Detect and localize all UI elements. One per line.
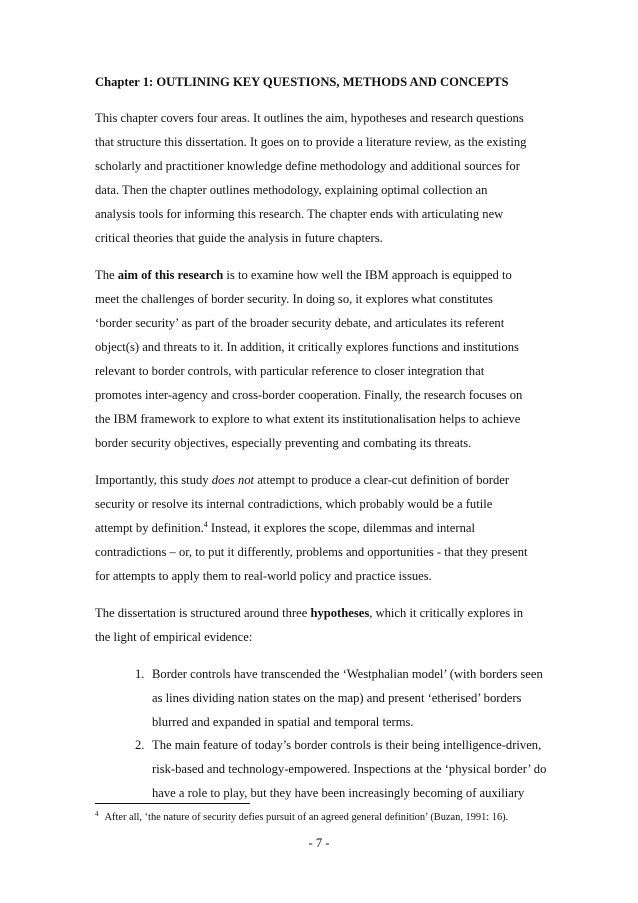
paragraph-line: analysis tools for informing this research. The chapter ends with articulating new — [95, 207, 504, 221]
footnote-marker: 4 — [95, 809, 99, 818]
paragraph-line: data. Then the chapter outlines methodology, explaining optimal collection an — [95, 183, 488, 197]
paragraph-line: security or resolve its internal contradictions, which probably would be a futile — [95, 497, 493, 511]
paragraph-line: critical theories that guide the analysis in future chapters. — [95, 231, 383, 245]
list-number: 2. — [135, 738, 145, 752]
paragraph-line: border security objectives, especially preventing and combating its threats. — [95, 436, 472, 450]
paragraph-line — [95, 606, 523, 621]
paragraph-line — [95, 521, 475, 536]
text-run: The dissertation is structured around three — [95, 606, 311, 620]
text-run: , which it critically explores in — [369, 606, 524, 620]
paragraph-line: the light of empirical evidence: — [95, 630, 253, 644]
list-item-line: blurred and expanded in spatial and temporal terms. — [152, 715, 414, 729]
list-number: 1. — [135, 667, 145, 681]
text-run: attempt by definition. — [95, 521, 204, 535]
paragraph-line: object(s) and threats to it. In addition, it critically explores functions and institutions — [95, 340, 519, 354]
paragraph-line — [95, 268, 512, 283]
paragraph-line: ‘border security’ as part of the broader security debate, and articulates its referent — [95, 316, 505, 330]
text-run: attempt to produce a clear-cut definition of border — [254, 473, 510, 487]
page-number: - 7 - — [308, 836, 330, 850]
paragraph-line: promotes inter-agency and cross-border cooperation. Finally, the research focuses on — [95, 388, 523, 402]
paragraph-line: for attempts to apply them to real-world policy and practice issues. — [95, 569, 432, 583]
list-item-line: Border controls have transcended the ‘Westphalian model’ (with borders seen — [152, 667, 543, 681]
paragraph-line: meet the challenges of border security. In doing so, it explores what constitutes — [95, 292, 493, 306]
text-run: The — [95, 268, 118, 282]
text-run: Importantly, this study — [95, 473, 212, 487]
paragraph-line: relevant to border controls, with particular reference to closer integration that — [95, 364, 485, 378]
chapter-heading: Chapter 1: OUTLINING KEY QUESTIONS, METHODS AND CONCEPTS — [95, 75, 509, 89]
bold-term: aim of this research — [117, 268, 224, 282]
paragraph-line: scholarly and practitioner knowledge define methodology and additional sources for — [95, 159, 520, 173]
paragraph-line: that structure this dissertation. It goes on to provide a literature review, as the existing — [95, 135, 527, 149]
paragraph-line — [95, 473, 509, 488]
bold-term: hypotheses — [310, 606, 370, 620]
paragraph-line: This chapter covers four areas. It outlines the aim, hypotheses and research questions — [95, 111, 524, 125]
italic-term: does not — [211, 473, 255, 487]
footnote-separator — [95, 803, 250, 804]
text-run: is to examine how well the IBM approach is equipped to — [223, 268, 512, 282]
paragraph-line: contradictions – or, to put it differently, problems and opportunities - that they present — [95, 545, 528, 559]
footnote-text: After all, ‘the nature of security defies pursuit of an agreed general definition’ (Buzan, 1991: 16). — [104, 812, 509, 823]
list-item-line: risk-based and technology-empowered. Inspections at the ‘physical border’ do — [152, 762, 547, 776]
list-item-line: The main feature of today’s border controls is their being intelligence-driven, — [152, 738, 542, 752]
footnote-reference[interactable]: 4 — [203, 519, 208, 529]
text-run: Instead, it explores the scope, dilemmas and internal — [207, 521, 475, 535]
paragraph-line: the IBM framework to explore to what extent its institutionalisation helps to achieve — [95, 412, 521, 426]
footnote — [95, 809, 509, 823]
list-item-line: as lines dividing nation states on the map) and present ‘etherised’ borders — [152, 691, 522, 705]
list-item-line: have a role to play, but they have been increasingly becoming of auxiliary — [152, 786, 525, 800]
